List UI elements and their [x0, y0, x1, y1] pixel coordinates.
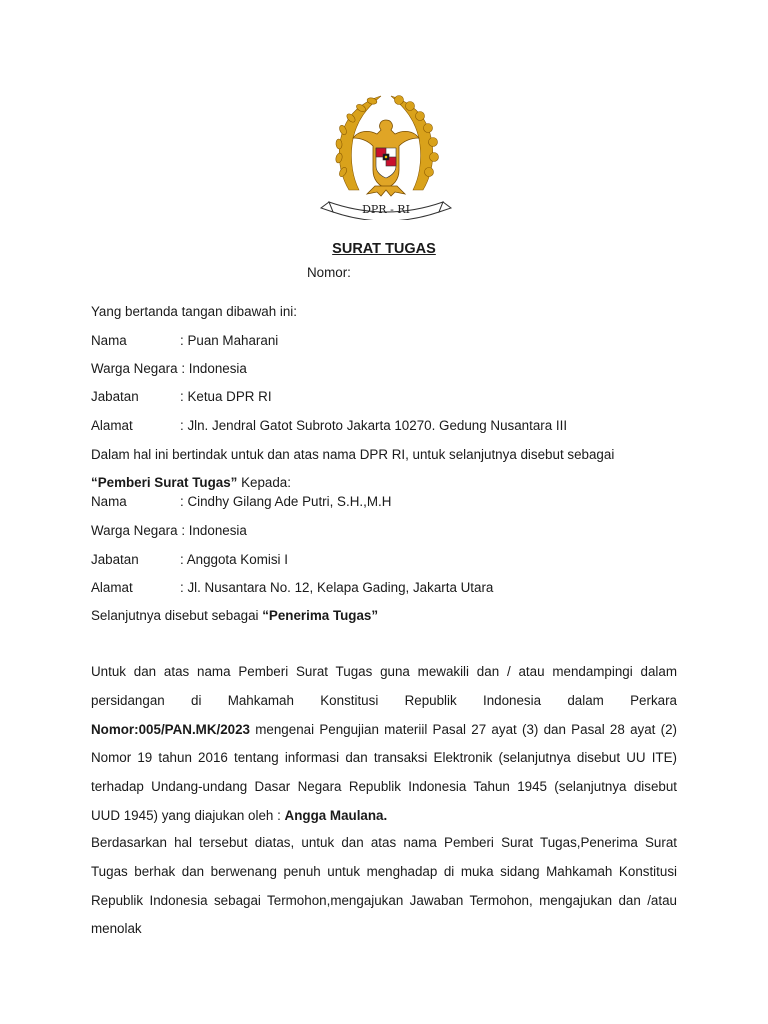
dpr-ri-emblem-logo	[319, 90, 453, 220]
giver-citizen-row	[91, 361, 247, 376]
giver-term: “Pemberi Surat Tugas”	[91, 475, 238, 490]
receiver-term-line	[91, 608, 378, 623]
giver-name-value: : Puan Maharani	[180, 333, 279, 348]
giver-citizen-label: Warga Negara	[91, 361, 178, 376]
para1-line6	[91, 802, 677, 831]
receiver-prefix: Selanjutnya disebut sebagai	[91, 608, 263, 623]
receiver-address-label: Alamat	[91, 580, 133, 595]
document-title: SURAT TUGAS	[332, 241, 436, 257]
kepada-text: Kepada:	[237, 475, 291, 490]
para1-line3-rest: mengenai Pengujian materiil Pasal 27 ayat (3) dan Pasal 28 ayat (2)	[250, 721, 677, 737]
para1-line2: persidangan di Mahkamah Konstitusi Republik Indonesia dalam Perkara	[91, 692, 677, 708]
giver-position-row	[91, 389, 272, 404]
intro-text: Yang bertanda tangan dibawah ini:	[91, 304, 297, 319]
giver-citizen-value: : Indonesia	[181, 361, 247, 376]
para1-line4: Nomor 19 tahun 2016 tentang informasi dan transaksi Elektronik (selanjutnya disebut UU ITE)	[91, 750, 677, 766]
giver-name-row	[91, 333, 278, 348]
giver-address-row	[91, 418, 567, 433]
giver-term-line	[91, 475, 291, 490]
acting-text: Dalam hal ini bertindak untuk dan atas nama DPR RI, untuk selanjutnya disebut sebagai	[91, 447, 615, 462]
receiver-term: “Penerima Tugas”	[262, 608, 379, 623]
receiver-citizen-label: Warga Negara	[91, 523, 178, 538]
para1-line5: terhadap Undang-undang Dasar Negara Republik Indonesia Tahun 1945 (selanjutnya disebut	[91, 779, 677, 795]
giver-name-label: Nama	[91, 333, 127, 348]
giver-address-value: : Jln. Jendral Gatot Subroto Jakarta 10270. Gedung Nusantara III	[180, 418, 568, 433]
receiver-position-value: : Anggota Komisi I	[180, 552, 288, 567]
case-number: Nomor:005/PAN.MK/2023	[91, 721, 251, 737]
applicant-name: Angga Maulana.	[284, 807, 388, 823]
receiver-name-value: : Cindhy Gilang Ade Putri, S.H.,M.H	[180, 494, 392, 509]
nomor-label: Nomor:	[307, 265, 351, 280]
receiver-name-label: Nama	[91, 494, 127, 509]
para1-line6-prefix: UUD 1945) yang diajukan oleh :	[91, 807, 285, 823]
receiver-position-label: Jabatan	[91, 552, 139, 567]
para1-line1: Untuk dan atas nama Pemberi Surat Tugas guna mewakili dan / atau mendampingi dalam	[91, 664, 677, 679]
svg-text:DPR - RI: DPR - RI	[362, 203, 410, 216]
giver-position-value: : Ketua DPR RI	[180, 389, 272, 404]
receiver-citizen-row	[91, 523, 247, 538]
receiver-citizen-value: : Indonesia	[181, 523, 247, 538]
para1-line3	[91, 716, 677, 745]
receiver-address-row	[91, 580, 493, 595]
assignment-paragraph	[91, 658, 677, 831]
receiver-position-row	[91, 552, 288, 567]
receiver-address-value: : Jl. Nusantara No. 12, Kelapa Gading, Jakarta Utara	[180, 580, 494, 595]
receiver-name-row	[91, 494, 391, 509]
para2-line2: Tugas berhak dan berwenang penuh untuk menghadap di muka sidang Mahkamah Konstitusi	[91, 863, 677, 879]
para2-line3: Republik Indonesia sebagai Termohon,mengajukan Jawaban Termohon, mengajukan dan /atau	[91, 892, 677, 908]
giver-address-label: Alamat	[91, 418, 133, 433]
giver-position-label: Jabatan	[91, 389, 139, 404]
para2-line1: Berdasarkan hal tersebut diatas, untuk dan atas nama Pemberi Surat Tugas,Penerima Surat	[91, 835, 677, 850]
para2-line4: menolak	[91, 921, 142, 937]
authority-paragraph	[91, 829, 677, 944]
